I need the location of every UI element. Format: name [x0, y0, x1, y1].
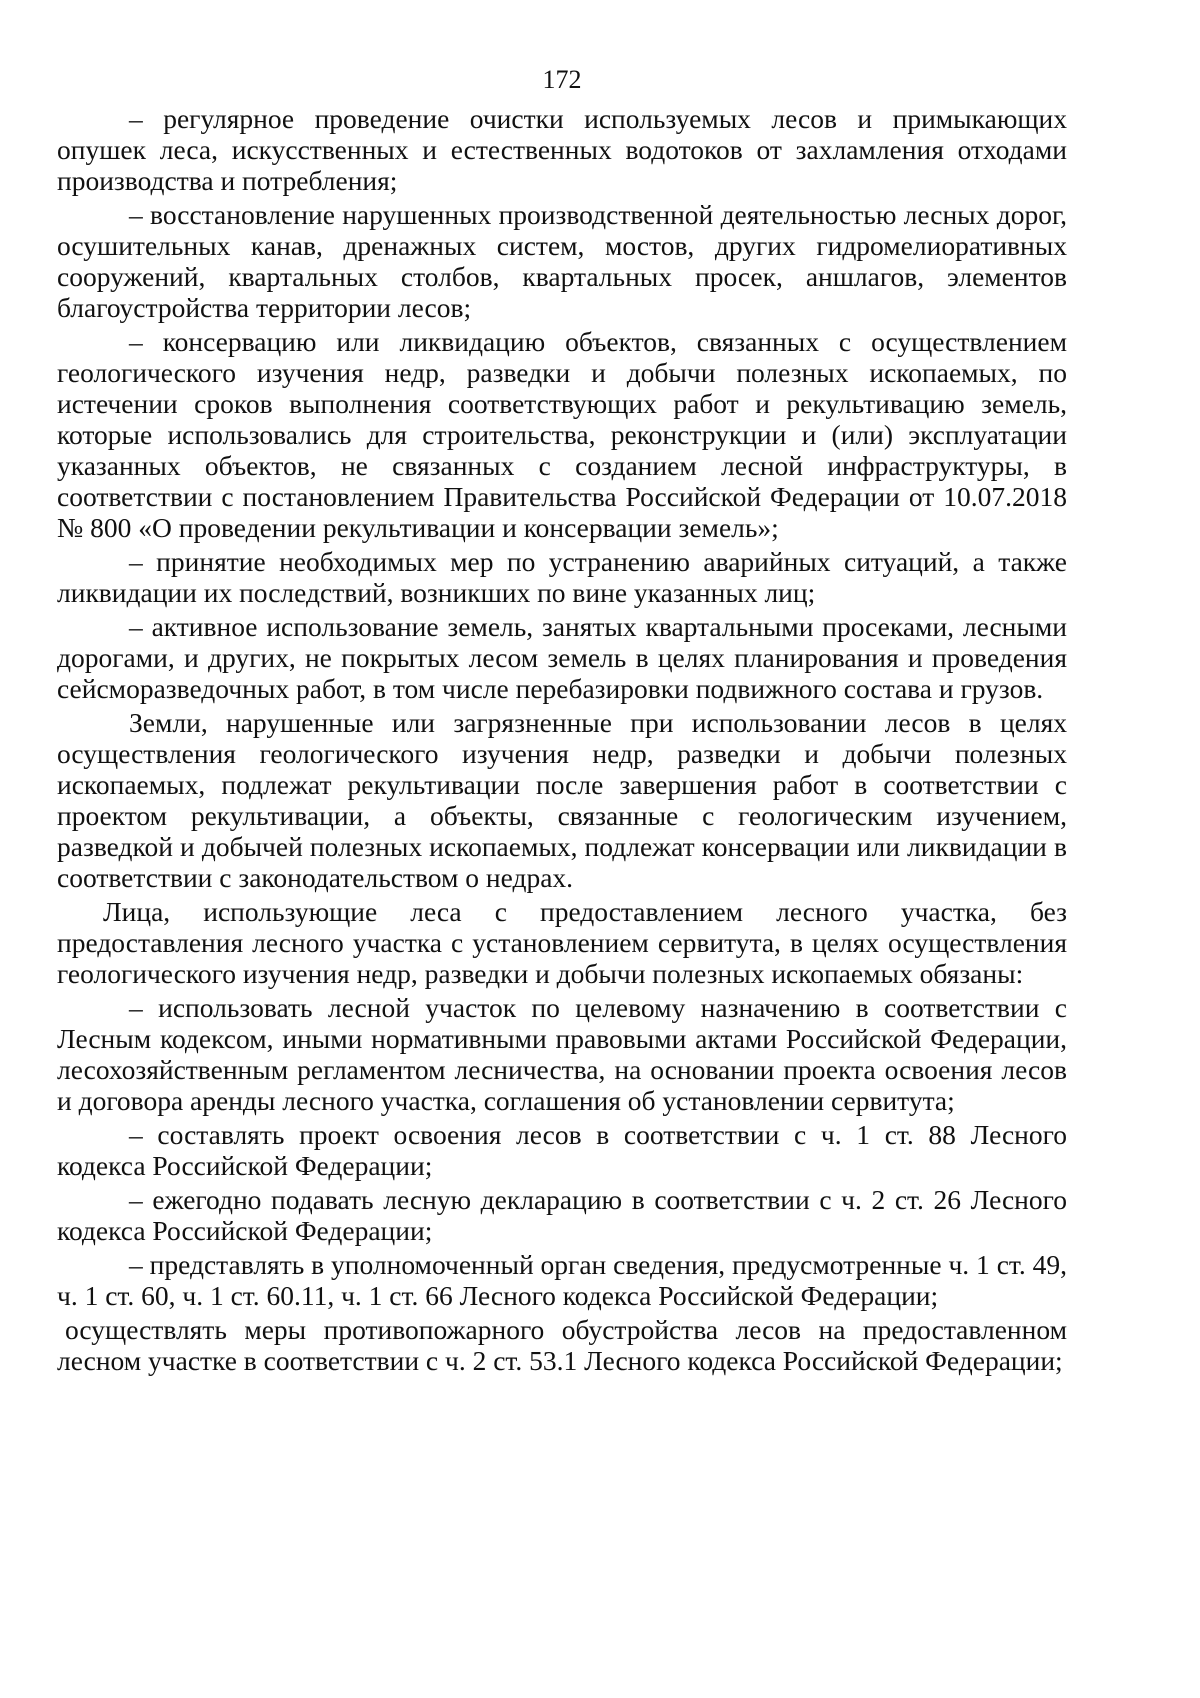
paragraph-10: – ежегодно подавать лесную декларацию в соответствии с ч. 2 ст. 26 Лесного кодекса Российской Федерации; — [57, 1184, 1067, 1246]
paragraph-8: – использовать лесной участок по целевому назначению в соответствии с Лесным кодексом, иными нормативными правовыми актами Российской Федерации, лесохозяйственным регламентом лесничества, на основании проекта освоения лесов и договора аренды лесного участка, соглашения об установлении сервитута; — [57, 992, 1067, 1116]
paragraph-6: Земли, нарушенные или загрязненные при использовании лесов в целях осуществления геологического изучения недр, разведки и добычи полезных ископаемых, подлежат рекультивации после завершения работ в соответствии с проектом рекультивации, а объекты, связанные с геологическим изучением, разведкой и добычей полезных ископаемых, подлежат консервации или ликвидации в соответствии с законодательством о недрах. — [57, 707, 1067, 893]
paragraph-4: – принятие необходимых мер по устранению аварийных ситуаций, а также ликвидации их последствий, возникших по вине указанных лиц; — [57, 546, 1067, 608]
paragraph-9: – составлять проект освоения лесов в соответствии с ч. 1 ст. 88 Лесного кодекса Российской Федерации; — [57, 1119, 1067, 1181]
paragraph-5: – активное использование земель, занятых квартальными просеками, лесными дорогами, и других, не покрытых лесом земель в целях планирования и проведения сейсморазведочных работ, в том числе перебазировки подвижного состава и грузов. — [57, 611, 1067, 704]
document-page — [57, 64, 1067, 1379]
paragraph-7: Лица, использующие леса с предоставлением лесного участка, без предоставления лесного участка с установлением сервитута, в целях осуществления геологического изучения недр, разведки и добычи полезных ископаемых обязаны: — [57, 896, 1067, 989]
paragraph-2: – восстановление нарушенных производственной деятельностью лесных дорог, осушительных канав, дренажных систем, мостов, других гидромелиоративных сооружений, квартальных столбов, квартальных просек, аншлагов, элементов благоустройства территории лесов; — [57, 199, 1067, 323]
paragraph-11: – представлять в уполномоченный орган сведения, предусмотренные ч. 1 ст. 49, ч. 1 ст. 60, ч. 1 ст. 60.11, ч. 1 ст. 66 Лесного кодекса Российской Федерации; — [57, 1249, 1067, 1311]
paragraph-1: – регулярное проведение очистки используемых лесов и примыкающих опушек леса, искусственных и естественных водотоков от захламления отходами производства и потребления; — [57, 103, 1067, 196]
paragraph-3: – консервацию или ликвидацию объектов, связанных с осуществлением геологического изучения недр, разведки и добычи полезных ископаемых, по истечении сроков выполнения соответствующих работ и рекультивацию земель, которые использовались для строительства, реконструкции и (или) эксплуатации указанных объектов, не связанных с созданием лесной инфраструктуры, в соответствии с постановлением Правительства Российской Федерации от 10.07.2018 № 800 «О проведении рекультивации и консервации земель»; — [57, 326, 1067, 543]
page-number: 172 — [542, 65, 582, 94]
paragraph-12: осуществлять меры противопожарного обустройства лесов на предоставленном лесном участке в соответствии с ч. 2 ст. 53.1 Лесного кодекса Российской Федерации; — [57, 1314, 1067, 1376]
